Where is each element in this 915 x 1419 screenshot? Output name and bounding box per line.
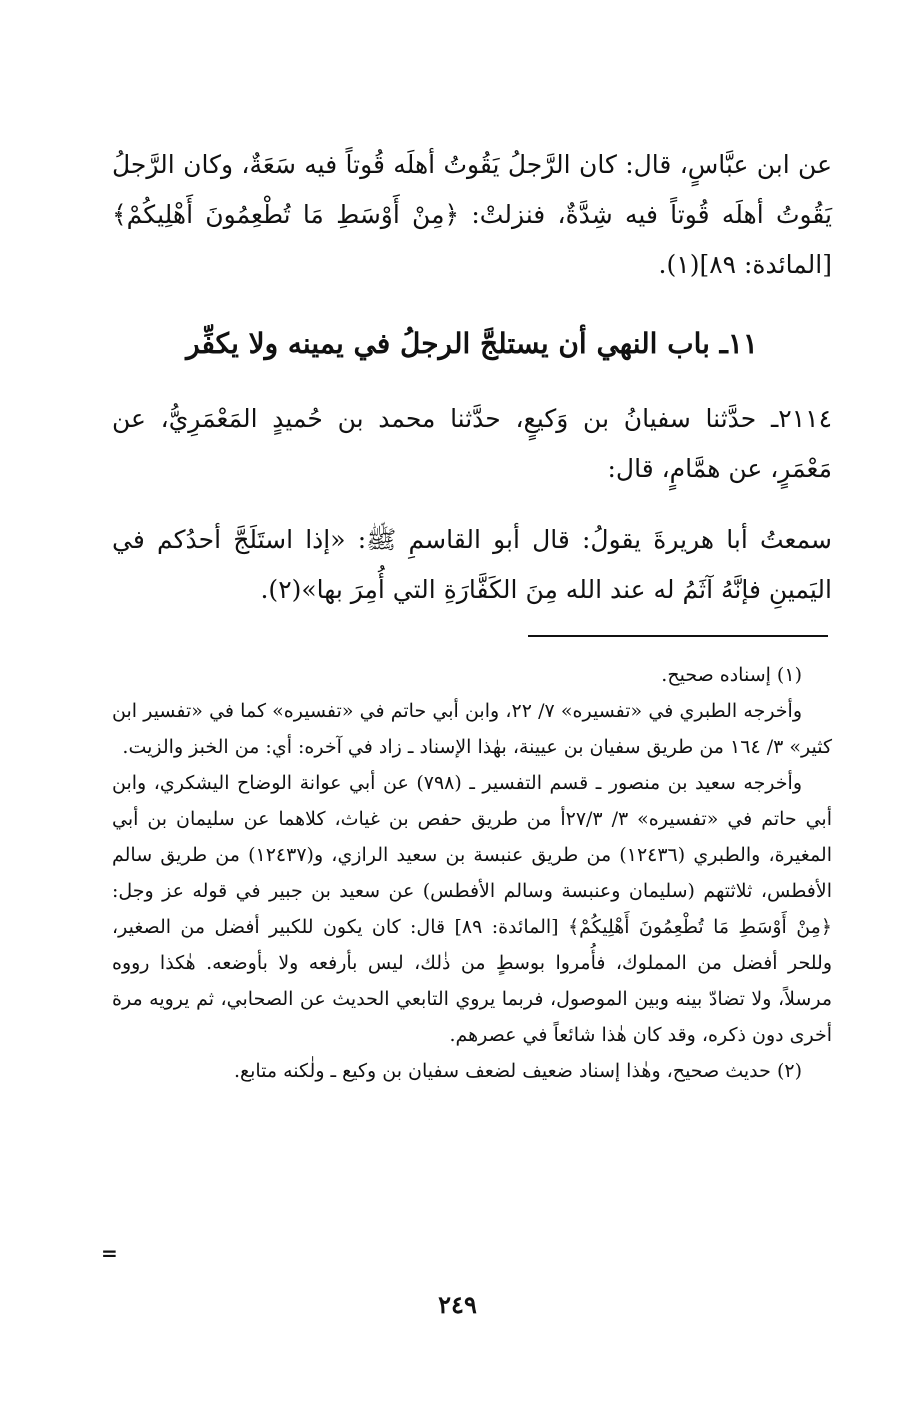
hadith-matn: سمعتُ أبا هريرةَ يقولُ: قال أبو القاسمِ ﷺ: «إذا استَلَجَّ أحدُكم في اليَمينِ فإنَّهُ آثَمُ له عند الله مِنَ الكَفَّارَةِ التي أُمِرَ بها»(٢). [112,525,832,604]
footnote-1-tabari: وأخرجه الطبري في «تفسيره» ٧/ ٢٢، وابن أبي حاتم في «تفسيره» كما في «تفسير ابن كثير» ٣/ ١٦٤ من طريق سفيان بن عيينة، بهٰذا الإسناد ـ زاد في آخره: أي: من الخبز والزيت. [112,700,832,758]
hadith-isnad: ٢١١٤ـ حدَّثنا سفيانُ بن وَكيعٍ، حدَّثنا محمد بن حُميدٍ المَعْمَرِيُّ، عن مَعْمَرٍ، عن همَّامٍ، قال: [112,404,832,483]
page-number: ٢٤٩ [438,1290,477,1319]
continuation-mark: = [101,1241,118,1265]
chapter-heading: ١١ـ باب النهي أن يستلجَّ الرجلُ في يمينه ولا يكفِّر [186,327,758,360]
footnote-separator [528,635,828,637]
footnote-2: (٢) حديث صحيح، وهٰذا إسناد ضعيف لضعف سفيان بن وكيع ـ ولٰكنه متابع. [233,1060,802,1082]
narration-paragraph: عن ابن عبَّاسٍ، قال: كان الرَّجلُ يَقُوتُ أهلَه قُوتاً فيه سَعَةٌ، وكان الرَّجلُ يَقُوتُ أهلَه قُوتاً فيه شِدَّةٌ، فنزلتْ: ﴿مِنْ أَوْسَطِ مَا تُطْعِمُونَ أَهْلِيكُمْ﴾ [المائدة: ٨٩](١). [112,150,832,279]
footnote-1-said: وأخرجه سعيد بن منصور ـ قسم التفسير ـ (٧٩٨) عن أبي عوانة الوضاح اليشكري، وابن أبي حاتم في «تفسيره» ٣/ ٢٧/٣أ من طريق حفص بن غياث، كلاهما عن سليمان بن أبي المغيرة، والطبري (١٢٤٣٦) من طريق عنبسة بن سعيد الرازي، و(١٢٤٣٧) من طريق سالم الأفطس، ثلاثتهم (سليمان وعنبسة وسالم الأفطس) عن سعيد بن جبير في قوله عز وجل: ﴿مِنْ أَوْسَطِ مَا تُطْعِمُونَ أَهْلِيكُمْ﴾ [المائدة: ٨٩] قال: كان يكون للكبير أفضل من الصغير، وللحر أفضل من المملوك، فأُمروا بوسطٍ من ذٰلك، ليس بأرفعه ولا بأوضعه. هٰكذا رووه مرسلاً، ولا تضادّ بينه وبين الموصول، فربما يروي التابعي الحديث عن الصحابي، ثم يرويه مرة أخرى دون ذكره، وقد كان هٰذا شائعاً في عصرهم. [112,772,832,1046]
footnote-1: (١) إسناده صحيح. [661,664,802,686]
footnotes [112,657,832,1089]
